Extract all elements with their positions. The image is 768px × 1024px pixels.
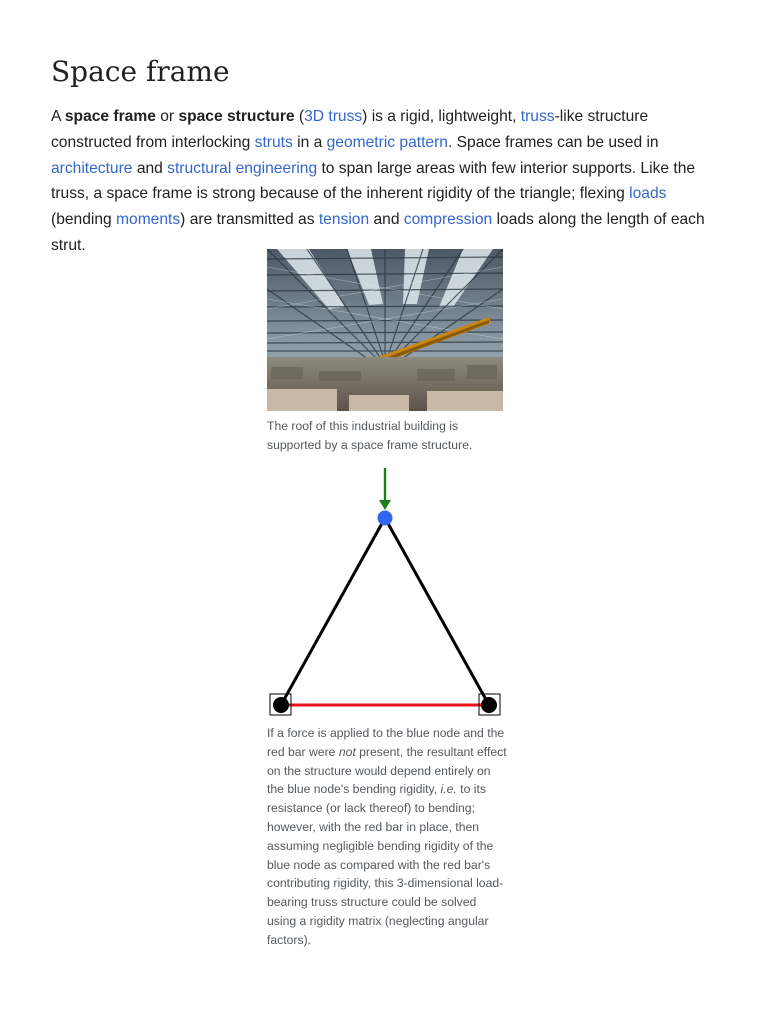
lead-text: (bending bbox=[51, 211, 117, 229]
figure-caption-truss bbox=[267, 724, 507, 950]
figure-caption-roof: The roof of this industrial building is supported by a space frame structure. bbox=[267, 419, 473, 452]
lead-text: -like structure constructed from interlocking bbox=[51, 108, 649, 151]
bold-term-space-frame: space frame bbox=[64, 108, 156, 125]
lead-text: in a bbox=[292, 133, 327, 151]
force-arrow-head bbox=[379, 500, 391, 510]
right-node bbox=[481, 697, 497, 713]
lead-text: and bbox=[369, 211, 404, 229]
link-moments[interactable]: moments bbox=[116, 211, 181, 229]
lead-text: and bbox=[132, 159, 168, 177]
link-truss[interactable]: truss bbox=[520, 108, 555, 125]
lead-paragraph bbox=[51, 104, 723, 259]
industrial-roof-photo[interactable] bbox=[267, 249, 503, 411]
lead-text: ) are transmitted as bbox=[180, 211, 319, 229]
page-title: Space frame bbox=[51, 55, 230, 88]
link-structural-engineering[interactable]: structural engineering bbox=[167, 159, 318, 177]
blue-node bbox=[378, 511, 393, 526]
link-tension[interactable]: tension bbox=[318, 211, 370, 229]
lead-text: ( bbox=[294, 108, 305, 125]
lead-text: A bbox=[51, 108, 65, 125]
caption-text: If a force is applied to the blue node and the red bar were bbox=[267, 726, 505, 759]
left-strut bbox=[281, 518, 385, 705]
lead-text: loads along the length of each strut. bbox=[51, 211, 705, 254]
left-node bbox=[273, 697, 289, 713]
link-struts[interactable]: struts bbox=[254, 133, 293, 151]
link-architecture[interactable]: architecture bbox=[51, 159, 133, 177]
caption-emphasis-ie: i.e. bbox=[440, 782, 457, 797]
roof-photo-image bbox=[267, 249, 503, 411]
link-loads[interactable]: loads bbox=[629, 185, 667, 203]
link-compression[interactable]: compression bbox=[403, 211, 493, 229]
link-3d-truss[interactable]: 3D truss bbox=[304, 108, 363, 125]
lead-text: to span large areas with few interior supports. Like the truss, a space frame is strong because of the inherent rigidity of the triangle; flexing bbox=[51, 159, 696, 203]
truss-triangle-diagram[interactable] bbox=[262, 462, 508, 722]
caption-emphasis-not: not bbox=[338, 744, 356, 759]
caption-text: to its resistance (or lack thereof) to bending; however, with the red bar in place, then assuming negligible bending rigidity of the blue node as compared with the red bar's contributing rigidity, this 3-dimensional load-bearing truss structure could be solved using a rigidity matrix (neglecting angular factors). bbox=[267, 782, 504, 947]
lead-text: ) is a rigid, lightweight, bbox=[362, 108, 521, 125]
caption-text: present, the resultant effect on the structure would depend entirely on the blue node's bending rigidity, bbox=[267, 744, 507, 797]
right-strut bbox=[385, 518, 489, 705]
lead-text: or bbox=[155, 108, 179, 125]
lead-text: . Space frames can be used in bbox=[447, 133, 659, 151]
bold-term-space-structure: space structure bbox=[178, 108, 295, 125]
link-geometric-pattern[interactable]: geometric pattern bbox=[326, 133, 448, 151]
